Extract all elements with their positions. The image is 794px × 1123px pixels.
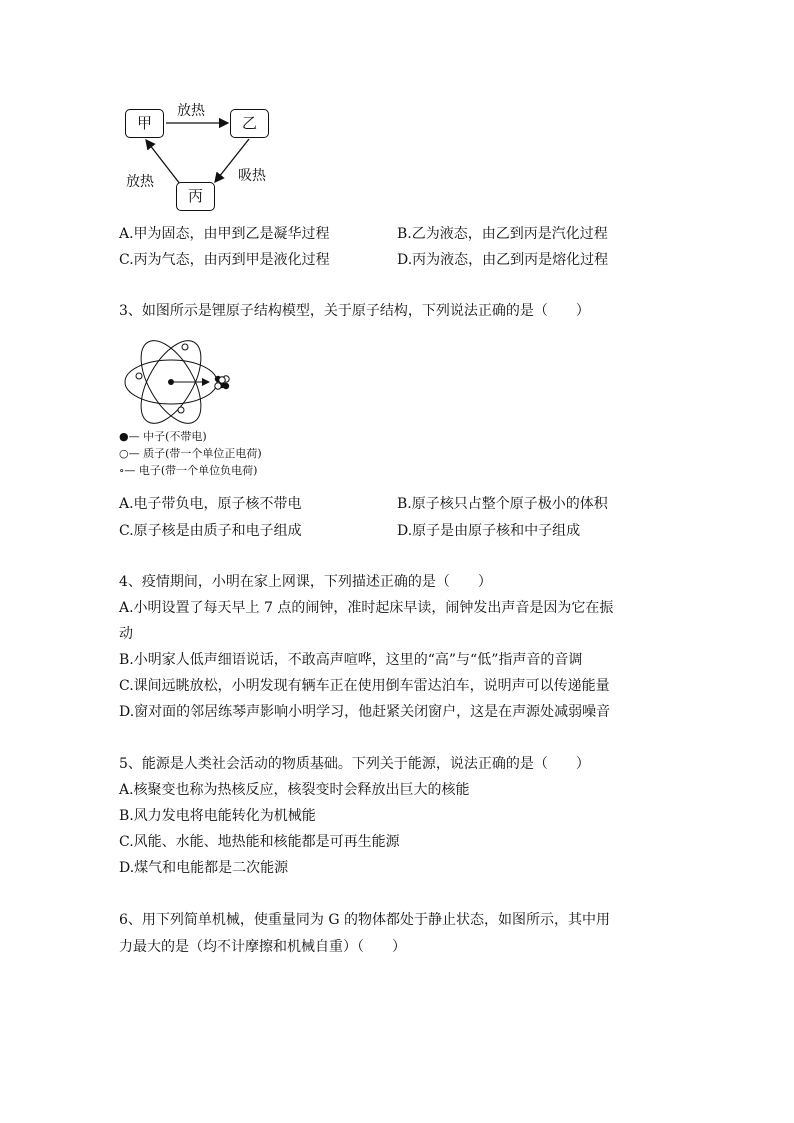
nucleus-dot (168, 379, 174, 385)
q2-option-b: B.乙为液态，由乙到丙是汽化过程 (397, 226, 608, 242)
q2-option-a: A.甲为固态，由甲到乙是凝华过程 (119, 226, 330, 242)
q5-option-c: C.风能、水能、地热能和核能都是可再生能源 (119, 834, 400, 850)
q4-option-b: B.小明家人低声细语说话，不敢高声喧哗，这里的“高”与“低”指声音的音调 (119, 652, 583, 668)
q5-option-b: B.风力发电将电能转化为机械能 (119, 808, 316, 824)
q6-stem-line1: 6、用下列简单机械，使重量同为 G 的物体都处于静止状态，如图所示，其中用 (119, 912, 610, 928)
legend-proton: ○— 质子(带一个单位正电荷) (119, 447, 262, 460)
electron-2 (182, 344, 188, 350)
q3-option-c: C.原子核是由质子和电子组成 (119, 523, 302, 539)
q5-option-a: A.核聚变也称为热核反应，核裂变时会释放出巨大的核能 (119, 782, 470, 798)
electron-1 (136, 373, 142, 379)
edge-label-bing-jia: 放热 (126, 174, 154, 190)
node-yi: 乙 (230, 109, 269, 138)
q4-option-d: D.窗对面的邻居练琴声影响小明学习，他赶紧关闭窗户，这是在声源处减弱噪音 (119, 704, 611, 720)
node-jia: 甲 (125, 109, 164, 138)
q2-option-c: C.丙为气态，由丙到甲是液化过程 (119, 252, 330, 268)
node-bing: 丙 (176, 182, 215, 211)
edge-label-jia-yi: 放热 (177, 103, 205, 119)
q5-stem: 5、能源是人类社会活动的物质基础。下列关于能源，说法正确的是（ ） (119, 756, 590, 772)
phase-change-diagram (0, 0, 794, 220)
q3-stem: 3、如图所示是锂原子结构模型，关于原子结构，下列说法正确的是（ ） (119, 303, 590, 319)
q4-option-c: C.课间远眺放松，小明发现有辆车正在使用倒车雷达泊车，说明声可以传递能量 (119, 678, 610, 694)
electron-3 (178, 407, 184, 413)
q3-option-d: D.原子是由原子核和中子组成 (397, 523, 581, 539)
q3-option-b: B.原子核只占整个原子极小的体积 (397, 496, 608, 512)
q4-stem: 4、疫情期间，小明在家上网课，下列描述正确的是（ ） (119, 574, 492, 590)
nucleus-enlarged (215, 376, 229, 389)
q3-option-a: A.电子带负电，原子核不带电 (119, 496, 302, 512)
q4-option-a-line2: 动 (119, 626, 133, 642)
q6-stem-line2: 力最大的是（均不计摩擦和机械自重）（ ） (119, 939, 406, 955)
edge-label-yi-bing: 吸热 (238, 168, 266, 184)
q4-option-a-line1: A.小明设置了每天早上 7 点的闹钟，准时起床早读，闹钟发出声音是因为它在振 (119, 600, 614, 616)
legend-electron: ∘— 电子(带一个单位负电荷) (119, 464, 258, 477)
q5-option-d: D.煤气和电能都是二次能源 (119, 860, 289, 876)
q2-option-d: D.丙为液态，由乙到丙是熔化过程 (397, 252, 609, 268)
legend-neutron: ●— 中子(不带电) (119, 430, 207, 443)
